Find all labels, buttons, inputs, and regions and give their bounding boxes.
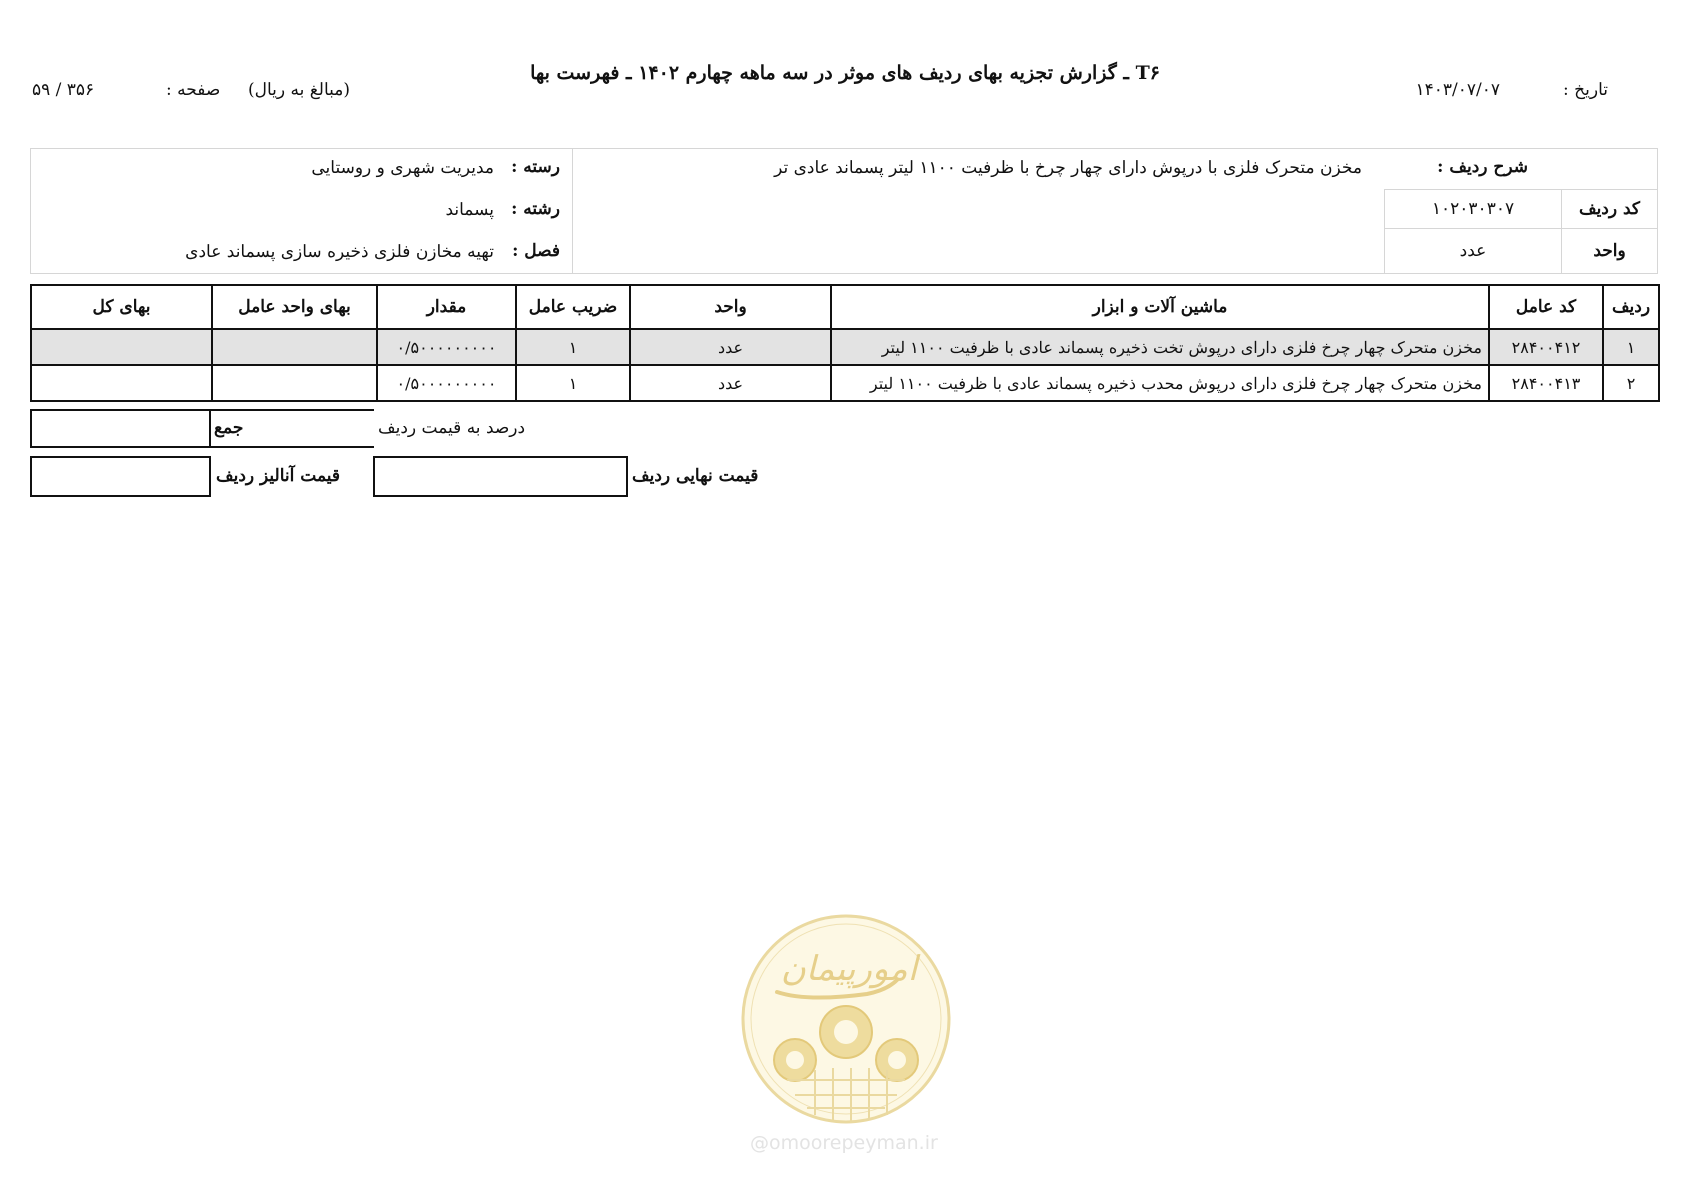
row-total-price [31, 329, 212, 365]
code-label-cell [1561, 189, 1658, 229]
unit-label: واحد [1593, 241, 1626, 261]
col-quantity-header: مقدار [377, 285, 516, 329]
info-divider [572, 148, 573, 274]
report-title: T۶ ـ گزارش تجزیه بهای ردیف های موثر در سه ماهه چهارم ۱۴۰۲ ـ فهرست بها [530, 62, 1160, 84]
col-coefficient-header: ضریب عامل [516, 285, 630, 329]
row-unit: عدد [630, 365, 831, 401]
table-header-row [31, 285, 1659, 329]
date-label: تاریخ : [1563, 80, 1608, 100]
unit-value-cell [1384, 228, 1562, 274]
col-total-price-header: بهای کل [31, 285, 212, 329]
row-quantity: ۰/۵۰۰۰۰۰۰۰۰۰ [377, 329, 516, 365]
percent-label: درصد به قیمت ردیف [378, 418, 526, 438]
watermark-logo [737, 910, 955, 1128]
code-label: کد ردیف [1578, 199, 1641, 219]
row-quantity: ۰/۵۰۰۰۰۰۰۰۰۰ [377, 365, 516, 401]
sharh-label: شرح ردیف : [1437, 157, 1528, 177]
page-label: صفحه : [166, 80, 221, 100]
analysis-price-box [30, 456, 211, 497]
row-coefficient: ۱ [516, 365, 630, 401]
row-description: مخزن متحرک چهار چرخ فلزی دارای درپوش تخت ذخیره پسماند عادی با ظرفیت ۱۱۰۰ لیتر [831, 329, 1489, 365]
watermark-site-text: omoorepeyman.ir [769, 1132, 938, 1154]
factors-table [30, 284, 1660, 402]
final-price-box [373, 456, 628, 497]
reshte-label: رشته : [511, 199, 560, 219]
col-unit-header: واحد [630, 285, 831, 329]
code-value: ۱۰۲۰۳۰۳۰۷ [1431, 199, 1515, 219]
table-row [31, 365, 1659, 401]
watermark-site: @omoorepeyman.ir [750, 1132, 938, 1154]
raste-label: رسته : [511, 157, 560, 177]
unit-label-cell [1561, 228, 1658, 274]
analysis-price-label: قیمت آنالیز ردیف [216, 466, 341, 486]
unit-value: عدد [1459, 241, 1487, 261]
col-code-header: کد عامل [1489, 285, 1603, 329]
col-radif-header: ردیف [1603, 285, 1659, 329]
row-code: ۲۸۴۰۰۴۱۳ [1489, 365, 1603, 401]
row-code: ۲۸۴۰۰۴۱۲ [1489, 329, 1603, 365]
reshte-value: پسماند [445, 200, 494, 220]
date-value: ۱۴۰۳/۰۷/۰۷ [1415, 80, 1500, 100]
fasl-value: تهیه مخازن فلزی ذخیره سازی پسماند عادی [185, 242, 494, 262]
sum-value-box [30, 409, 211, 448]
page-number: ۵۹ / ۳۵۶ [32, 80, 95, 100]
row-unit-price [212, 365, 377, 401]
row-coefficient: ۱ [516, 329, 630, 365]
row-description: مخزن متحرک چهار چرخ فلزی دارای درپوش محدب ذخیره پسماند عادی با ظرفیت ۱۱۰۰ لیتر [831, 365, 1489, 401]
watermark-logo-text: امورپیمان [780, 949, 918, 989]
fasl-label: فصل : [512, 241, 560, 261]
amount-note: (مبالغ به ریال) [248, 80, 351, 100]
sum-label: جمع [214, 418, 244, 438]
col-unit-price-header: بهای واحد عامل [212, 285, 377, 329]
table-row [31, 329, 1659, 365]
row-unit-price [212, 329, 377, 365]
row-radif: ۲ [1603, 365, 1659, 401]
raste-value: مدیریت شهری و روستایی [311, 158, 494, 178]
row-unit: عدد [630, 329, 831, 365]
sharh-value: مخزن متحرک فلزی با درپوش دارای چهار چرخ با ظرفیت ۱۱۰۰ لیتر پسماند عادی تر [774, 158, 1362, 178]
row-radif: ۱ [1603, 329, 1659, 365]
col-machine-header: ماشین آلات و ابزار [831, 285, 1489, 329]
row-total-price [31, 365, 212, 401]
code-value-cell [1384, 189, 1562, 229]
final-price-label: قیمت نهایی ردیف [632, 466, 759, 486]
